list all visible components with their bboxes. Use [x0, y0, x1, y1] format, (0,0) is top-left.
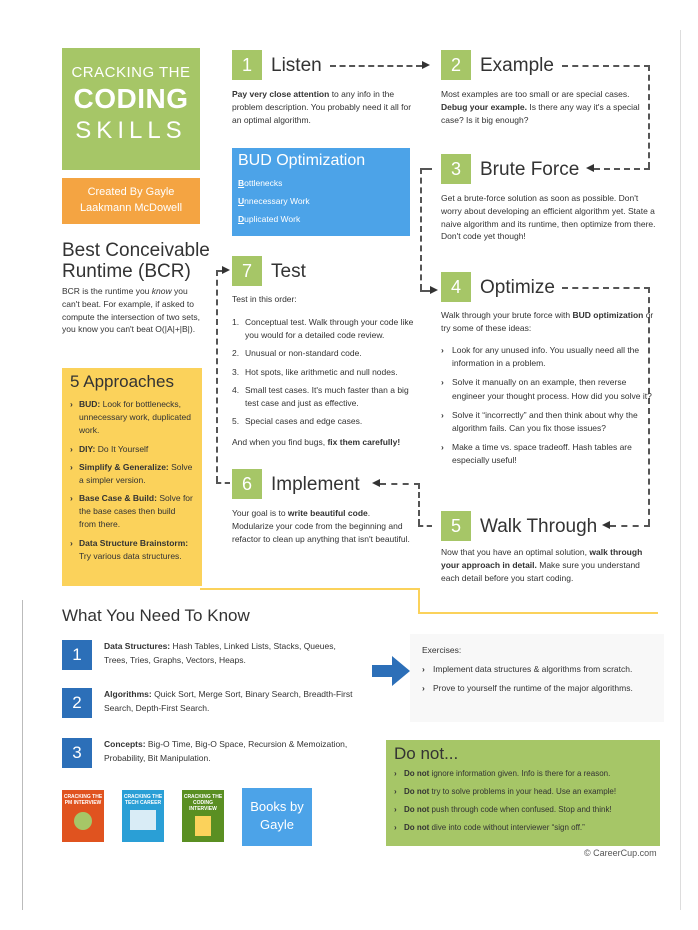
step-1-title: Listen — [271, 55, 322, 76]
know-2-text: Algorithms: Quick Sort, Merge Sort, Binary Search, Breadth-First Search, Depth-First Search. — [104, 689, 353, 713]
step-5-number: 5 — [441, 511, 471, 541]
optimize-item: › Look for any unused info. You usually need all the information in a problem. — [441, 344, 657, 370]
dashed-arrow-line — [610, 525, 650, 527]
step-5-text: Now that you have an optimal solution, walk through your approach in detail. Make sure you understand each detail before you start coding. — [441, 547, 643, 583]
step-6-number: 6 — [232, 469, 262, 499]
step-4-text: Walk through your brute force with BUD optimization or try some of these ideas: — [441, 310, 654, 333]
step-2-number: 2 — [441, 50, 471, 80]
step-3-number: 3 — [441, 154, 471, 184]
bud-item: Bottlenecks — [238, 178, 283, 188]
step-7-outro: And when you find bugs, fix them carefully! — [232, 437, 401, 447]
book-cover-pm[interactable]: CRACKING THE PM INTERVIEW — [62, 790, 104, 842]
know-1-number: 1 — [62, 640, 92, 670]
author-block: Created By Gayle Laakmann McDowell — [62, 178, 200, 224]
title-block — [62, 48, 200, 170]
donot-item: › Do not push through code when confused. Stop and think! — [394, 804, 652, 816]
exercise-item: › Prove to yourself the runtime of the major algorithms. — [422, 682, 652, 695]
exercise-item: › Implement data structures & algorithms from scratch. — [422, 663, 652, 676]
arrow-right-icon — [372, 656, 410, 686]
optimize-item: › Solve it manually on an example, then reverse engineer your thought process. How did you solve it? — [441, 376, 657, 402]
know-3-text: Concepts: Big-O Time, Big-O Space, Recursion & Memoization, Probability, Bit Manipulation. — [104, 739, 348, 763]
step-1-text: Pay very close attention to any info in the problem description. You probably need it all for an optimal algorithm. — [232, 89, 412, 125]
title-line-1: CRACKING THE — [71, 64, 191, 81]
know-3-number: 3 — [62, 738, 92, 768]
know-1-text: Data Structures: Hash Tables, Linked Lists, Stacks, Queues, Trees, Tries, Graphs, Vectors, Heaps. — [104, 641, 336, 665]
bcr-heading: Best Conceivable Runtime (BCR) — [62, 240, 210, 282]
bud-item: Unnecessary Work — [238, 196, 310, 206]
exercises-heading: Exercises: — [422, 645, 462, 655]
dashed-arrow-line — [562, 287, 650, 289]
test-item: 2. Unusual or non-standard code. — [232, 348, 362, 359]
book-art — [130, 810, 156, 830]
dashed-arrow-line — [330, 65, 422, 67]
left-rule — [22, 600, 23, 910]
approach-item: › DIY: Do It Yourself — [70, 443, 194, 456]
yellow-connector — [418, 612, 658, 614]
dashed-arrow-line — [594, 168, 650, 170]
optimize-item: › Make a time vs. space tradeoff. Hash tables are especially useful! — [441, 441, 657, 467]
step-7-intro: Test in this order: — [232, 294, 297, 304]
right-rule — [680, 30, 681, 910]
test-list — [232, 316, 418, 433]
donot-item: › Do not try to solve problems in your head. Use an example! — [394, 786, 652, 798]
step-3-title: Brute Force — [480, 159, 580, 180]
book-art — [195, 816, 211, 836]
optimize-list — [441, 344, 657, 473]
test-item: 5. Special cases and edge cases. — [232, 416, 363, 427]
book-art — [74, 812, 92, 830]
title-line-3: SKILLS — [75, 117, 187, 144]
dashed-arrow-line — [562, 65, 650, 67]
arrow-right-icon — [222, 266, 230, 274]
yellow-connector — [418, 590, 420, 614]
approach-item: › Simplify & Generalize: Solve a simpler version. — [70, 461, 194, 487]
test-item: 1. Conceptual test. Walk through your code like you would for a detailed code review. — [232, 317, 414, 341]
test-item: 4. Small test cases. It's much faster than a big test case and just as effective. — [232, 384, 409, 408]
bcr-text: BCR is the runtime you know you can't beat. For example, if asked to compute the intersection of two sets, you know you can't beat O(|A|+|B|). — [62, 286, 200, 335]
approaches-heading: 5 Approaches — [70, 372, 174, 391]
dashed-arrow-line — [216, 482, 230, 484]
book-cover-career[interactable]: CRACKING THE TECH CAREER — [122, 790, 164, 842]
donot-item: › Do not ignore information given. Info is there for a reason. — [394, 768, 652, 780]
arrow-left-icon — [372, 479, 380, 487]
donot-box — [386, 740, 660, 846]
step-7-title: Test — [271, 261, 306, 282]
dashed-arrow-line — [216, 270, 218, 482]
donot-item: › Do not dive into code without interviewer “sign off.” — [394, 822, 652, 834]
books-by-gayle-button[interactable]: Books by Gayle — [242, 788, 312, 846]
approach-item: › Base Case & Build: Solve for the base cases then build from there. — [70, 492, 194, 532]
step-4-title: Optimize — [480, 277, 555, 298]
know-2-number: 2 — [62, 688, 92, 718]
bud-heading: BUD Optimization — [238, 152, 366, 169]
bud-item: Duplicated Work — [238, 214, 301, 224]
step-6-title: Implement — [271, 474, 360, 495]
title-line-2: CODING — [73, 83, 189, 114]
step-4-number: 4 — [441, 272, 471, 302]
approaches-box — [62, 368, 202, 586]
approach-item: › BUD: Look for bottlenecks, unnecessary work, duplicated work. — [70, 398, 194, 438]
dashed-arrow-line — [418, 483, 420, 525]
arrow-right-icon — [430, 286, 438, 294]
credit-text: © CareerCup.com — [584, 848, 657, 858]
optimize-item: › Solve it “incorrectly” and then think about why the algorithm fails. Can you fix those issues? — [441, 409, 657, 435]
yellow-connector — [200, 588, 420, 590]
know-heading: What You Need To Know — [62, 606, 250, 625]
donot-heading: Do not... — [394, 744, 459, 763]
step-1-number: 1 — [232, 50, 262, 80]
approach-item: › Data Structure Brainstorm: Try various data structures. — [70, 537, 194, 563]
test-item: 3. Hot spots, like arithmetic and null nodes. — [232, 366, 398, 377]
book-cover-coding[interactable]: CRACKING THE CODING INTERVIEW — [182, 790, 224, 842]
dashed-arrow-line — [380, 483, 420, 485]
step-2-text: Most examples are too small or are special cases. Debug your example. Is there any way it's a special case? Is it big enough? — [441, 89, 640, 125]
exercises-box — [410, 634, 664, 722]
dashed-arrow-line — [420, 168, 422, 290]
arrow-right-icon — [422, 61, 430, 69]
arrow-left-icon — [586, 164, 594, 172]
step-5-title: Walk Through — [480, 516, 598, 537]
bud-box — [232, 148, 410, 236]
dashed-arrow-line — [418, 525, 432, 527]
step-7-number: 7 — [232, 256, 262, 286]
step-2-title: Example — [480, 55, 554, 76]
step-3-text: Get a brute-force solution as soon as possible. Don't worry about developing an efficient algorithm yet. State a naive algorithm and its runtime, then optimize from there. Don't code yet though! — [441, 193, 656, 242]
step-6-text: Your goal is to write beautiful code. Modularize your code from the beginning and refactor to clean up anything that isn't beautiful. — [232, 508, 410, 544]
arrow-left-icon — [602, 521, 610, 529]
